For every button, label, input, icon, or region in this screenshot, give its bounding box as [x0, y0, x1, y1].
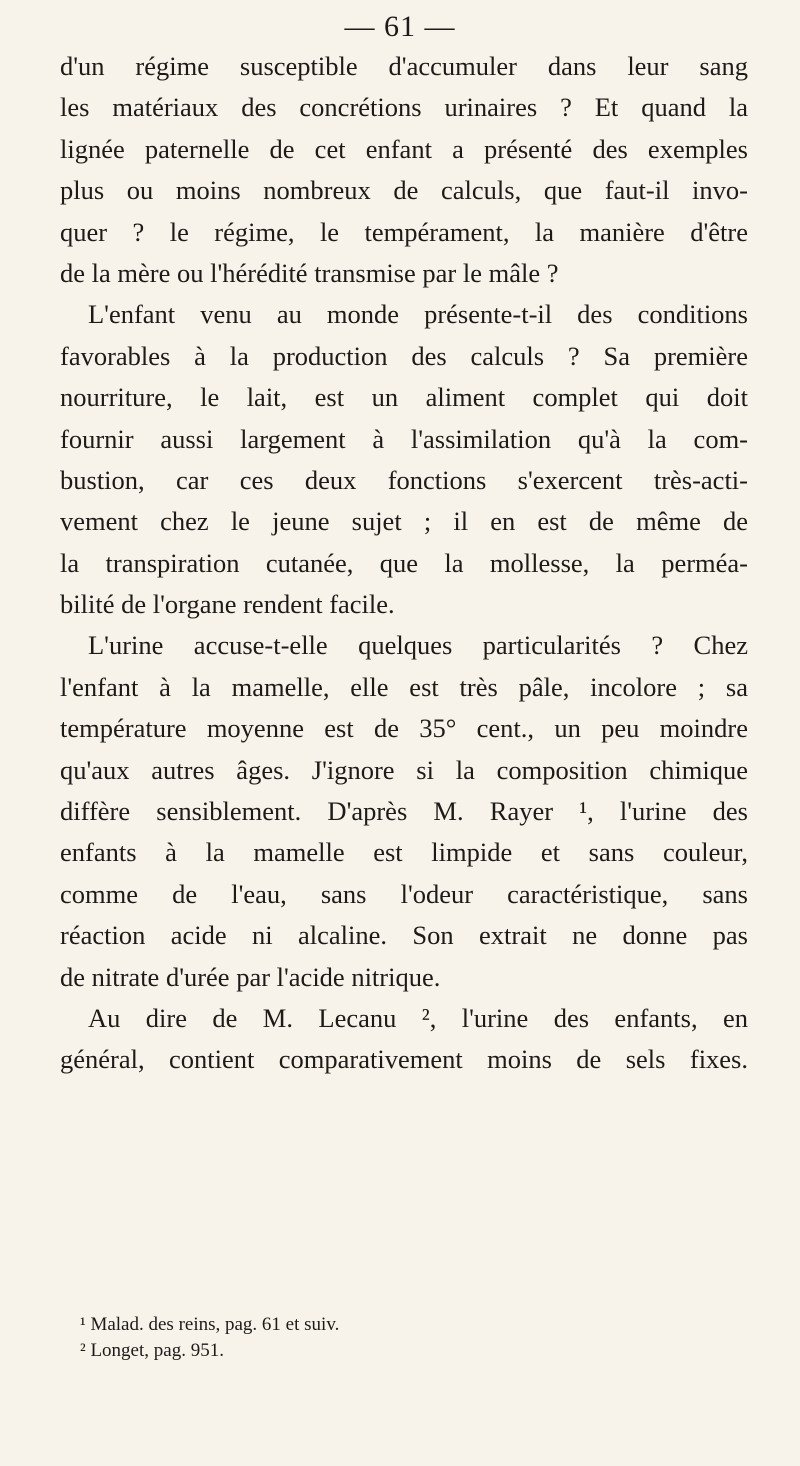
- text-line: réaction acide ni alcaline. Son extrait ne donne pas: [60, 920, 748, 951]
- text-line: d'un régime susceptible d'accumuler dans leur sang: [60, 51, 748, 81]
- text-line: de nitrate d'urée par l'acide nitrique.: [60, 961, 441, 992]
- text-line: bustion, car ces deux fonctions s'exercent très-acti-: [60, 464, 748, 495]
- text-line: fournir aussi largement à l'assimilation qu'à la com-: [60, 423, 748, 454]
- text-line: bilité de l'organe rendent facile.: [60, 589, 395, 620]
- text-line: enfants à la mamelle est limpide et sans couleur,: [60, 837, 748, 868]
- text-line: diffère sensiblement. D'après M. Rayer ¹, l'urine des: [60, 796, 748, 827]
- text-line: qu'aux autres âges. J'ignore si la composition chimique: [60, 754, 748, 785]
- text-line: quer ? le régime, le tempérament, la manière d'être: [60, 216, 748, 247]
- text-line: vement chez le jeune sujet ; il en est de même de: [60, 506, 748, 537]
- text-line: comme de l'eau, sans l'odeur caractéristique, sans: [60, 878, 748, 909]
- footnote: ² Longet, pag. 951.: [80, 1340, 224, 1361]
- text-line: lignée paternelle de cet enfant a présenté des exemples: [60, 133, 748, 164]
- text-line: L'enfant venu au monde présente-t-il des conditions: [88, 299, 748, 330]
- text-line: L'urine accuse-t-elle quelques particularités ? Chez: [88, 630, 748, 661]
- text-line: Au dire de M. Lecanu ², l'urine des enfants, en: [88, 1002, 748, 1033]
- footnotes: [60, 1312, 748, 1364]
- text-line: plus ou moins nombreux de calculs, que faut-il invo-: [60, 175, 748, 206]
- text-line: la transpiration cutanée, que la mollesse, la perméa-: [60, 547, 748, 578]
- text-line: favorables à la production des calculs ? Sa première: [60, 340, 748, 371]
- body-text: [60, 46, 748, 1081]
- text-line: général, contient comparativement moins de sels fixes.: [60, 1044, 748, 1075]
- page-number: — 61 —: [344, 10, 456, 43]
- text-line: l'enfant à la mamelle, elle est très pâle, incolore ; sa: [60, 671, 748, 702]
- footnote: ¹ Malad. des reins, pag. 61 et suiv.: [80, 1314, 340, 1335]
- text-line: les matériaux des concrétions urinaires ? Et quand la: [60, 92, 748, 123]
- text-line: température moyenne est de 35° cent., un peu moindre: [60, 713, 748, 744]
- text-line: de la mère ou l'hérédité transmise par le mâle ?: [60, 257, 559, 288]
- text-line: nourriture, le lait, est un aliment complet qui doit: [60, 382, 748, 413]
